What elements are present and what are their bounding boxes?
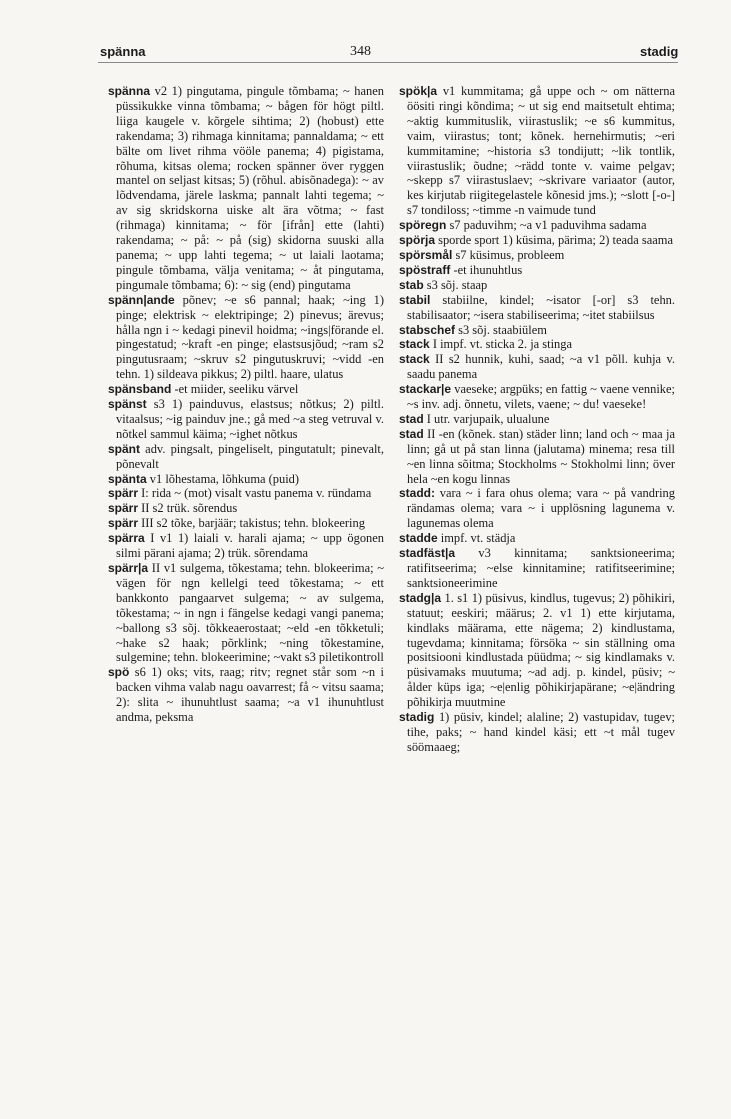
dictionary-entry xyxy=(399,337,675,352)
entry-headword: stadg|a xyxy=(399,590,442,605)
header-guide-word-right: stadig xyxy=(640,44,679,59)
left-column xyxy=(108,84,384,725)
entry-headword: spärr xyxy=(108,501,139,516)
entry-headword: spänna xyxy=(108,84,151,98)
dictionary-entry xyxy=(108,293,384,382)
entry-headword: stack xyxy=(399,352,430,367)
dictionary-entry xyxy=(399,710,675,755)
entry-definition: II v1 sulgema, tõkestama; tehn. blokeerima; ~ vägen för ngn kellelgi teed tõkestama; ~ ett bankkonto pangaarvet sulgema; ~ av sulgema, tõkestama; ~ in ngn i fängelse kedagi vangi panema; ~ballong s3 sõj. tõkkeaerostaat; ~eld -en tõkketuli; ~hake s2 haak; põrklink; ~ning tõkestamine, sulgemine; tehn. blokeerimine; ~vakt s3 piletikontroll xyxy=(116,561,384,665)
dictionary-entry xyxy=(108,531,384,561)
dictionary-entry xyxy=(108,472,384,487)
dictionary-entry xyxy=(399,218,675,233)
entry-headword: spöregn xyxy=(399,218,447,233)
entry-definition: stabiilne, kindel; ~isator [-or] s3 tehn. stabilisaator; ~isera stabiliseerima; ~itet stabiilsus xyxy=(407,292,676,322)
entry-definition: s3 sõj. staap xyxy=(426,277,488,292)
entry-headword: spök|a xyxy=(399,84,438,98)
entry-definition: I impf. vt. sticka 2. ja stinga xyxy=(432,337,573,352)
entry-headword: spänst xyxy=(108,397,147,412)
dictionary-entry xyxy=(399,233,675,248)
dictionary-entry xyxy=(399,84,675,218)
entry-definition: s7 paduvihm; ~a v1 paduvihma sadama xyxy=(449,218,647,233)
dictionary-entry xyxy=(399,412,675,427)
entry-headword: spärr|a xyxy=(108,561,149,575)
entry-headword: stab xyxy=(399,277,424,292)
dictionary-entry xyxy=(108,501,384,516)
entry-definition: impf. vt. städja xyxy=(440,531,516,546)
dictionary-entry xyxy=(108,382,384,397)
page-number: 348 xyxy=(350,44,371,59)
entry-definition: -et miider, seeliku värvel xyxy=(174,382,299,397)
entry-headword: spö xyxy=(108,665,130,680)
page-header xyxy=(0,0,731,80)
entry-definition: -et ihunuhtlus xyxy=(453,262,523,277)
entry-definition: I: rida ~ (mot) visalt vastu panema v. ründama xyxy=(141,486,372,501)
dictionary-entry xyxy=(399,323,675,338)
entry-headword: stackar|e xyxy=(399,382,452,397)
entry-definition: sporde sport 1) küsima, pärima; 2) teada saama xyxy=(438,233,673,248)
entry-definition: s6 1) oks; vits, raag; ritv; regnet står som ~n i backen vihma valab nagu oavarrest; få ~ vitsu saama; 2): slita ~ ihunuhtlust saama; ~a v1 ihunuhtlust andma, peksma xyxy=(116,665,384,725)
entry-definition: v3 kinnitama; sanktsioneerima; ratifitseerima; ~else kinnitamine; ratifitseerimine; sanktsioneerimine xyxy=(407,546,676,590)
dictionary-entry xyxy=(108,561,384,665)
entry-definition: III s2 tõke, barjäär; takistus; tehn. blokeering xyxy=(141,516,365,531)
entry-definition: vaeseke; argpüks; en fattig ~ vaene vennike; ~s inv. adj. õnnetu, vilets, vaene; ~ du! vaeseke! xyxy=(407,382,675,412)
entry-definition: 1. s1 1) püsivus, kindlus, tugevus; 2) põhikiri, statuut; eeskiri; määrus; 2. v1 1) ette kirjutama, kindlaks määrama, ette nägema; 2) kindlustama, tugevdama; kinnitama; försöka ~ sin ställning oma positsiooni kindlustada püüdma; ~ sig kindlamaks v. püsivamaks muutuma; ~ad adj. p. kindel, püsiv; ~ ålder küps iga; ~e|enlig põhikirjapärane; ~e|ändring põhikirja muutmine xyxy=(407,590,675,710)
dictionary-entry xyxy=(108,84,384,293)
entry-headword: spänn|ande xyxy=(108,292,175,307)
dictionary-entry xyxy=(399,591,675,710)
dictionary-entry xyxy=(108,486,384,501)
entry-headword: stack xyxy=(399,337,430,352)
entry-definition: II s2 trük. sõrendus xyxy=(141,501,238,516)
entry-headword: stadfäst|a xyxy=(399,546,456,561)
dictionary-entry xyxy=(399,352,675,382)
entry-headword: spöstraff xyxy=(399,262,451,277)
entry-headword: spörja xyxy=(399,233,436,248)
entry-headword: stad xyxy=(399,426,424,441)
entry-headword: spänt xyxy=(108,441,141,456)
entry-definition: s7 küsimus, probleem xyxy=(455,247,565,262)
entry-definition: 1) püsiv, kindel; alaline; 2) vastupidav, tugev; tihe, paks; ~ hand kindel käsi; ett ~t mål tugev söömaaeg; xyxy=(407,710,675,754)
entry-headword: spänta xyxy=(108,471,147,486)
dictionary-entry xyxy=(399,248,675,263)
dictionary-entry xyxy=(108,397,384,442)
entry-headword: spänsband xyxy=(108,382,172,397)
entry-definition: v1 lõhestama, lõhkuma (puid) xyxy=(149,471,300,486)
entry-headword: spärra xyxy=(108,531,145,546)
entry-headword: stadd: xyxy=(399,486,435,501)
entry-definition: v1 kummitama; gå uppe och ~ om nätterna öösiti ringi kõndima; ~ ut sig end maitsetult ehtima; ~aktig kummituslik, viirastuslik; ~e s6 kummitus, vaim, viirastus; tont; kõnek. hernehirmutis; ~eri kummitamine; ~historia s3 tondijutt; ~lik tontlik, viirastuslik; õudne; ~rädd tonte v. vaime pelgav; ~skepp s7 viirastuslaev; ~skrivare variaator (autor, kes kirjutab riigitegelastele kõnesid jms.); ~slott [-o-] s7 tondiloss; ~timme -n vaimude tund xyxy=(407,84,675,218)
dictionary-entry xyxy=(399,382,675,412)
entry-headword: stabil xyxy=(399,292,431,307)
dictionary-entry xyxy=(108,665,384,725)
right-column xyxy=(399,84,675,755)
header-guide-word-left: spänna xyxy=(100,44,146,59)
dictionary-entry xyxy=(399,278,675,293)
entry-definition: I v1 1) laiali v. harali ajama; ~ upp ögonen silmi pärani ajama; 2) trük. sõrendama xyxy=(116,531,385,561)
entry-definition: vara ~ i fara ohus olema; vara ~ på vandring rändamas olema; vara ~ i upplösning lagunema v. lagunemas olema xyxy=(407,486,675,531)
entry-headword: stadde xyxy=(399,531,438,546)
entry-headword: stabschef xyxy=(399,322,456,337)
entry-definition: II -en (kõnek. stan) städer linn; land och ~ maa ja linn; gå ut på stan linna (jalutama) minema; resa till ~en linna sõitma; Stockholms ~ Stokholmi linn; över hela ~en kogu linnas xyxy=(407,426,676,486)
entry-definition: s3 sõj. staabiülem xyxy=(458,322,547,337)
dictionary-entry xyxy=(399,531,675,546)
entry-headword: spörsmål xyxy=(399,247,453,262)
entry-definition: II s2 hunnik, kuhi, saad; ~a v1 põll. kuhja v. saadu panema xyxy=(407,352,675,382)
entry-definition: adv. pingsalt, pingeliselt, pingutatult; pinevalt, põnevalt xyxy=(116,441,384,471)
entry-headword: stad xyxy=(399,411,424,426)
dictionary-entry xyxy=(399,486,675,531)
entry-definition: põnev; ~e s6 pannal; haak; ~ing 1) pinge; elektrisk ~ elektripinge; 2) pinevus; ärevus; hålla ngn i ~ kedagi pinevil hoidma; ~ings|förande el. pingestatud; ~kraft -en pinge; elastsusjõud; ~ram s2 pingutusraam; ~skruv s2 pingutuskruvi; ~vidd -en tehn. 1) sildeava pikkus; 2) piltl. haare, ulatus xyxy=(116,292,385,382)
entry-headword: spärr xyxy=(108,516,139,531)
entry-definition: I utr. varjupaik, ulualune xyxy=(426,411,550,426)
dictionary-entry xyxy=(399,263,675,278)
entry-headword: spärr xyxy=(108,486,139,501)
header-rule xyxy=(98,62,678,63)
dictionary-entry xyxy=(399,427,675,487)
entry-definition: s3 1) painduvus, elastsus; nõtkus; 2) piltl. vitaalsus; ~ig painduv jne.; gå med ~a steg vetruval v. nõtkel sammul käima; ~ighet nõtkus xyxy=(116,397,384,441)
entry-headword: stadig xyxy=(399,710,435,725)
dictionary-entry xyxy=(108,442,384,472)
dictionary-entry xyxy=(108,516,384,531)
dictionary-entry xyxy=(399,546,675,591)
dictionary-entry xyxy=(399,293,675,323)
entry-definition: v2 1) pingutama, pingule tõmbama; ~ hanen püssikukke vinna tõmbama; ~ bågen för högt piltl. liiga kaugele v. kõrgele sihtima; 2) (hobust) ette rakendama; 3) rihmaga kinnitama; pannaldama; ~ ett bälte om livet rihma vööle panema; 4) pigistama, rõhuma, kitsas olema; rocken spänner över ryggen mantel on seljast kitsas; 5) (rõhul. abisõnadega): ~ av lõdvendama, järele laskma; pannalt lahti tegema; ~ av sig skridskorna uiske alt ära võtma; ~ fast (rihmaga) kinnitama; ~ för [ifrån] ette (lahti) rakendama; ~ på: ~ på (sig) skidorna suuski alla panema; ~ upp lahti tegema; ~ ut laiali laotama; pingule tõmbama, välja venitama; ~ åt pingutama, pingumale tõmbama; 6): ~ sig (end) pingutama xyxy=(116,84,384,292)
